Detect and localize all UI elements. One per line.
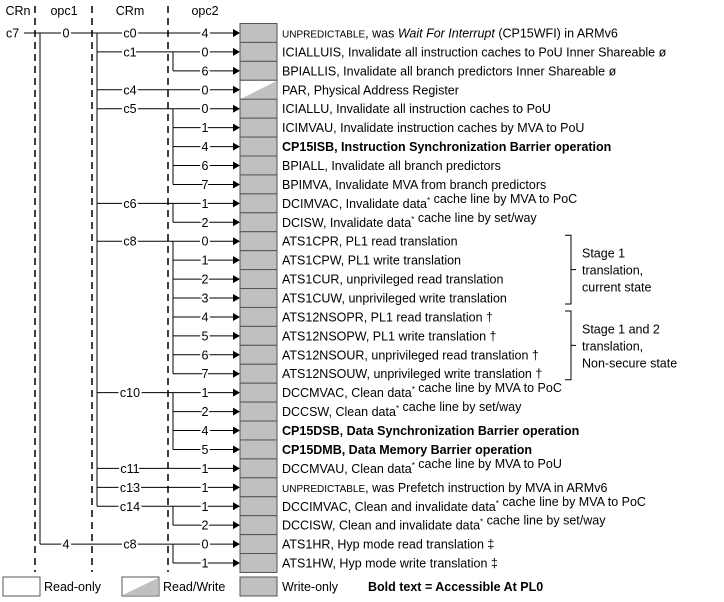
description-segment: DCCSW, Clean data <box>282 405 396 420</box>
description-segment: CP15DSB, Data Synchronization Barrier operation <box>282 424 580 439</box>
description-segment: ATS1CUW, unprivileged write translation <box>282 291 507 306</box>
register-description <box>282 211 537 230</box>
opc2-value: 2 <box>201 405 209 420</box>
column-headers <box>5 4 218 18</box>
description-segment: * <box>480 517 484 527</box>
arrow-icon <box>233 332 240 340</box>
arrow-icon <box>233 162 240 170</box>
opc2-value: 0 <box>201 234 209 249</box>
write-only-box <box>240 459 277 478</box>
legend <box>3 577 543 596</box>
register-row <box>240 421 579 440</box>
description-segment: ATS1HR, Hyp mode read translation ‡ <box>282 537 495 552</box>
opc2-value: 4 <box>201 310 209 325</box>
write-only-box <box>240 307 277 326</box>
opc2-value: 6 <box>201 348 209 363</box>
description-segment: UNPREDICTABLE <box>282 29 366 41</box>
arrow-icon <box>233 124 240 132</box>
register-description <box>282 159 501 173</box>
write-only-box <box>240 289 277 308</box>
arrow-icon <box>233 445 240 453</box>
description-segment: DCCIMVAC, Clean and invalidate data <box>282 499 496 514</box>
crm-value: c10 <box>119 386 141 401</box>
description-segment: * <box>411 385 415 395</box>
write-only-box <box>240 440 277 459</box>
header-opc1: opc1 <box>50 4 78 18</box>
register-description <box>282 495 646 514</box>
write-only-box <box>240 326 277 345</box>
opc1-value: 4 <box>62 537 70 552</box>
register-row <box>240 457 562 478</box>
stage-bracket <box>565 311 576 380</box>
arrow-icon <box>233 540 240 548</box>
register-description <box>282 348 539 362</box>
write-only-box <box>240 270 277 289</box>
stage-label: Non-secure state <box>582 356 678 371</box>
description-segment: ATS1HW, Hyp mode write translation ‡ <box>282 556 498 571</box>
legend-read-only-label: Read-only <box>44 580 101 594</box>
write-only-box <box>240 345 277 364</box>
header-crn: CRn <box>5 4 31 18</box>
opc2-value: 0 <box>201 102 209 117</box>
description-segment: CP15ISB, Instruction Synchronization Barrier operation <box>282 140 612 155</box>
register-row <box>240 381 562 402</box>
arrow-icon <box>233 86 240 94</box>
opc2-value: 2 <box>201 518 209 533</box>
description-segment: ATS12NSOPR, PL1 read translation † <box>282 310 493 325</box>
description-segment: cache line by MVA to PoU <box>414 456 562 471</box>
opc2-value: 1 <box>201 253 209 268</box>
description-segment: PAR, Physical Address Register <box>282 83 459 98</box>
register-row <box>240 61 617 80</box>
description-segment: cache line by MVA to PoC <box>430 191 578 206</box>
description-segment: , was Prefetch instruction by MVA in ARMv6 <box>365 480 608 495</box>
arrow-icon <box>233 67 240 75</box>
write-only-box <box>240 554 277 573</box>
arrow-icon <box>233 199 240 207</box>
register-row <box>240 99 551 118</box>
crm-value: c8 <box>123 234 137 249</box>
register-row <box>240 270 503 289</box>
description-segment: * <box>426 195 431 205</box>
description-segment: DCISW, Invalidate data <box>282 215 412 230</box>
opc2-value: 1 <box>201 196 209 211</box>
legend-write-only-label: Write-only <box>282 580 339 594</box>
description-segment: DCIMVAC, Invalidate data <box>282 196 427 211</box>
description-segment: ATS1CPR, PL1 read translation <box>282 234 458 249</box>
arrow-icon <box>233 559 240 567</box>
crm-value: c1 <box>123 45 137 60</box>
register-description <box>282 235 458 249</box>
register-description <box>282 140 611 154</box>
description-segment: ATS12NSOUR, unprivileged read translation † <box>282 348 539 363</box>
legend-bold-note: Bold text = Accessible At PL0 <box>368 580 544 594</box>
write-only-box <box>240 156 277 175</box>
register-description <box>282 310 493 324</box>
opc2-value: 1 <box>201 461 209 476</box>
write-only-box <box>240 24 277 43</box>
stage-label: translation, <box>582 263 644 278</box>
description-segment: ATS1CPW, PL1 write translation <box>282 253 462 268</box>
description-segment: ICIALLUIS, Invalidate all instruction caches to PoU Inner Shareable ø <box>282 45 667 60</box>
register-description <box>282 424 579 438</box>
register-row <box>240 156 501 175</box>
register-row <box>240 514 606 535</box>
description-segment: Wait For Interrupt <box>397 26 495 41</box>
write-only-box <box>240 137 277 156</box>
register-row <box>240 326 496 345</box>
description-segment: BPIALLIS, Invalidate all branch predictors Inner Shareable ø <box>282 64 617 79</box>
register-row <box>240 554 498 573</box>
arrow-icon <box>233 502 240 510</box>
legend-read-only-swatch <box>3 577 40 596</box>
register-rows <box>240 24 667 573</box>
write-only-box <box>240 535 277 554</box>
opc2-value: 6 <box>201 159 209 174</box>
arrow-icon <box>233 351 240 359</box>
legend-write-only-swatch <box>240 577 277 596</box>
description-segment: BPIALL, Invalidate all branch predictors <box>282 159 501 174</box>
register-description <box>282 273 503 287</box>
arrow-icon <box>233 105 240 113</box>
crm-value: c4 <box>123 83 137 98</box>
write-only-box <box>240 364 277 383</box>
description-segment: cache line by set/way <box>483 513 606 528</box>
legend-read-write-label: Read/Write <box>163 580 226 594</box>
register-row <box>240 118 584 137</box>
arrow-icon <box>233 48 240 56</box>
description-segment: ATS12NSOUW, unprivileged write translation † <box>282 367 543 382</box>
opc2-value: 3 <box>201 291 209 306</box>
register-description <box>282 329 496 343</box>
crm-value: c13 <box>119 480 141 495</box>
stage-label: Stage 1 and 2 <box>582 322 660 337</box>
description-segment: ATS12NSOPW, PL1 write translation † <box>282 329 497 344</box>
register-description <box>282 381 562 400</box>
write-only-box <box>240 232 277 251</box>
arrow-icon <box>233 143 240 151</box>
register-row <box>240 345 539 364</box>
header-crm: CRm <box>115 4 145 18</box>
register-description <box>282 192 577 211</box>
write-only-box <box>240 194 277 213</box>
write-only-box <box>240 99 277 118</box>
register-row <box>240 251 461 270</box>
register-row <box>240 232 458 251</box>
register-description <box>282 443 532 457</box>
register-description <box>282 64 617 78</box>
register-row <box>240 24 618 43</box>
opc2-value: 5 <box>201 442 209 457</box>
arrow-icon <box>233 408 240 416</box>
opc2-value: 4 <box>201 140 209 155</box>
write-only-box <box>240 251 277 270</box>
write-only-box <box>240 118 277 137</box>
description-segment: CP15DMB, Data Memory Barrier operation <box>282 442 533 457</box>
opc2-value: 1 <box>201 556 209 571</box>
description-segment: , was <box>365 26 398 41</box>
opc2-value: 7 <box>201 177 209 192</box>
arrow-icon <box>233 313 240 321</box>
register-description <box>282 514 606 533</box>
description-segment: * <box>395 404 400 414</box>
arrow-icon <box>233 29 240 37</box>
arrow-icon <box>233 389 240 397</box>
opc1-value: 0 <box>62 26 70 41</box>
crm-value: c8 <box>123 537 137 552</box>
crm-value: c14 <box>119 499 141 514</box>
write-only-box <box>240 175 277 194</box>
crm-value: c11 <box>120 461 140 476</box>
register-row <box>240 211 537 232</box>
stage-bracket <box>565 235 576 304</box>
arrow-icon <box>233 256 240 264</box>
opc2-value: 1 <box>201 386 209 401</box>
register-row <box>240 137 611 156</box>
opc2-value: 5 <box>201 329 209 344</box>
write-only-box <box>240 402 277 421</box>
arrow-icon <box>233 294 240 302</box>
register-row <box>240 42 667 61</box>
write-only-box <box>240 383 277 402</box>
description-segment: DCCISW, Clean and invalidate data <box>282 518 481 533</box>
stage-label: Stage 1 <box>582 246 626 261</box>
opc2-value: 0 <box>201 537 209 552</box>
register-description <box>282 178 546 192</box>
description-segment: DCCMVAU, Clean data <box>282 461 412 476</box>
crn-value: c7 <box>6 26 20 41</box>
opc2-value: 0 <box>201 45 209 60</box>
description-segment: BPIMVA, Invalidate MVA from branch predictors <box>282 177 547 192</box>
write-only-box <box>240 421 277 440</box>
description-segment: * <box>411 214 415 224</box>
opc2-value: 1 <box>201 499 209 514</box>
header-opc2: opc2 <box>191 4 219 18</box>
description-segment: * <box>411 460 415 470</box>
register-description <box>282 102 551 116</box>
register-description <box>282 254 461 268</box>
stage-label: translation, <box>582 339 644 354</box>
opc2-value: 0 <box>201 83 209 98</box>
write-only-box <box>240 61 277 80</box>
description-segment: cache line by MVA to PoC <box>498 494 646 509</box>
register-description <box>282 367 542 381</box>
register-description <box>282 400 522 419</box>
write-only-box <box>240 497 277 516</box>
write-only-box <box>240 478 277 497</box>
arrow-icon <box>233 521 240 529</box>
description-segment: DCCMVAC, Clean data <box>282 386 412 401</box>
write-only-box <box>240 516 277 535</box>
register-description <box>282 292 507 306</box>
opc2-value: 2 <box>201 215 209 230</box>
register-description <box>282 45 667 59</box>
arrow-icon <box>233 427 240 435</box>
register-description <box>282 83 459 97</box>
crm-value: c5 <box>123 102 137 117</box>
register-row <box>240 289 507 308</box>
description-segment: cache line by set/way <box>399 400 522 415</box>
register-row <box>240 495 646 516</box>
register-description <box>282 27 618 41</box>
opc2-value: 4 <box>201 424 209 439</box>
register-description <box>282 557 498 571</box>
description-segment: UNPREDICTABLE <box>282 483 366 495</box>
encoding-tree <box>6 27 240 571</box>
opc2-value: 4 <box>201 26 209 41</box>
description-segment: ICIMVAU, Invalidate instruction caches by MVA to PoU <box>282 121 585 136</box>
opc2-value: 1 <box>201 121 209 136</box>
description-segment: cache line by set/way <box>414 210 537 225</box>
opc2-value: 1 <box>201 480 209 495</box>
register-description <box>282 457 562 476</box>
arrow-icon <box>233 370 240 378</box>
crm-value: c6 <box>123 196 137 211</box>
write-only-box <box>240 213 277 232</box>
description-segment: (CP15WFI) in ARMv6 <box>494 26 618 41</box>
register-row <box>240 400 522 421</box>
register-row <box>240 192 577 213</box>
arrow-icon <box>233 237 240 245</box>
description-segment: ICIALLU, Invalidate all instruction caches to PoU <box>282 102 551 117</box>
opc2-value: 7 <box>201 367 209 382</box>
stage-label: current state <box>582 280 652 295</box>
description-segment: ATS1CUR, unprivileged read translation <box>282 272 504 287</box>
opc2-value: 6 <box>201 64 209 79</box>
register-row <box>240 80 459 99</box>
crm-value: c0 <box>123 26 137 41</box>
register-description <box>282 481 607 495</box>
arrow-icon <box>233 483 240 491</box>
arrow-icon <box>233 275 240 283</box>
arrow-icon <box>233 180 240 188</box>
register-row <box>240 535 494 554</box>
arrow-icon <box>233 218 240 226</box>
opc2-value: 2 <box>201 272 209 287</box>
write-only-box <box>240 42 277 61</box>
arrow-icon <box>233 464 240 472</box>
register-description <box>282 538 494 552</box>
stage-brackets <box>565 235 677 380</box>
description-segment: cache line by MVA to PoC <box>414 381 562 396</box>
register-row <box>240 307 493 326</box>
register-description <box>282 121 584 135</box>
description-segment: * <box>495 498 499 508</box>
